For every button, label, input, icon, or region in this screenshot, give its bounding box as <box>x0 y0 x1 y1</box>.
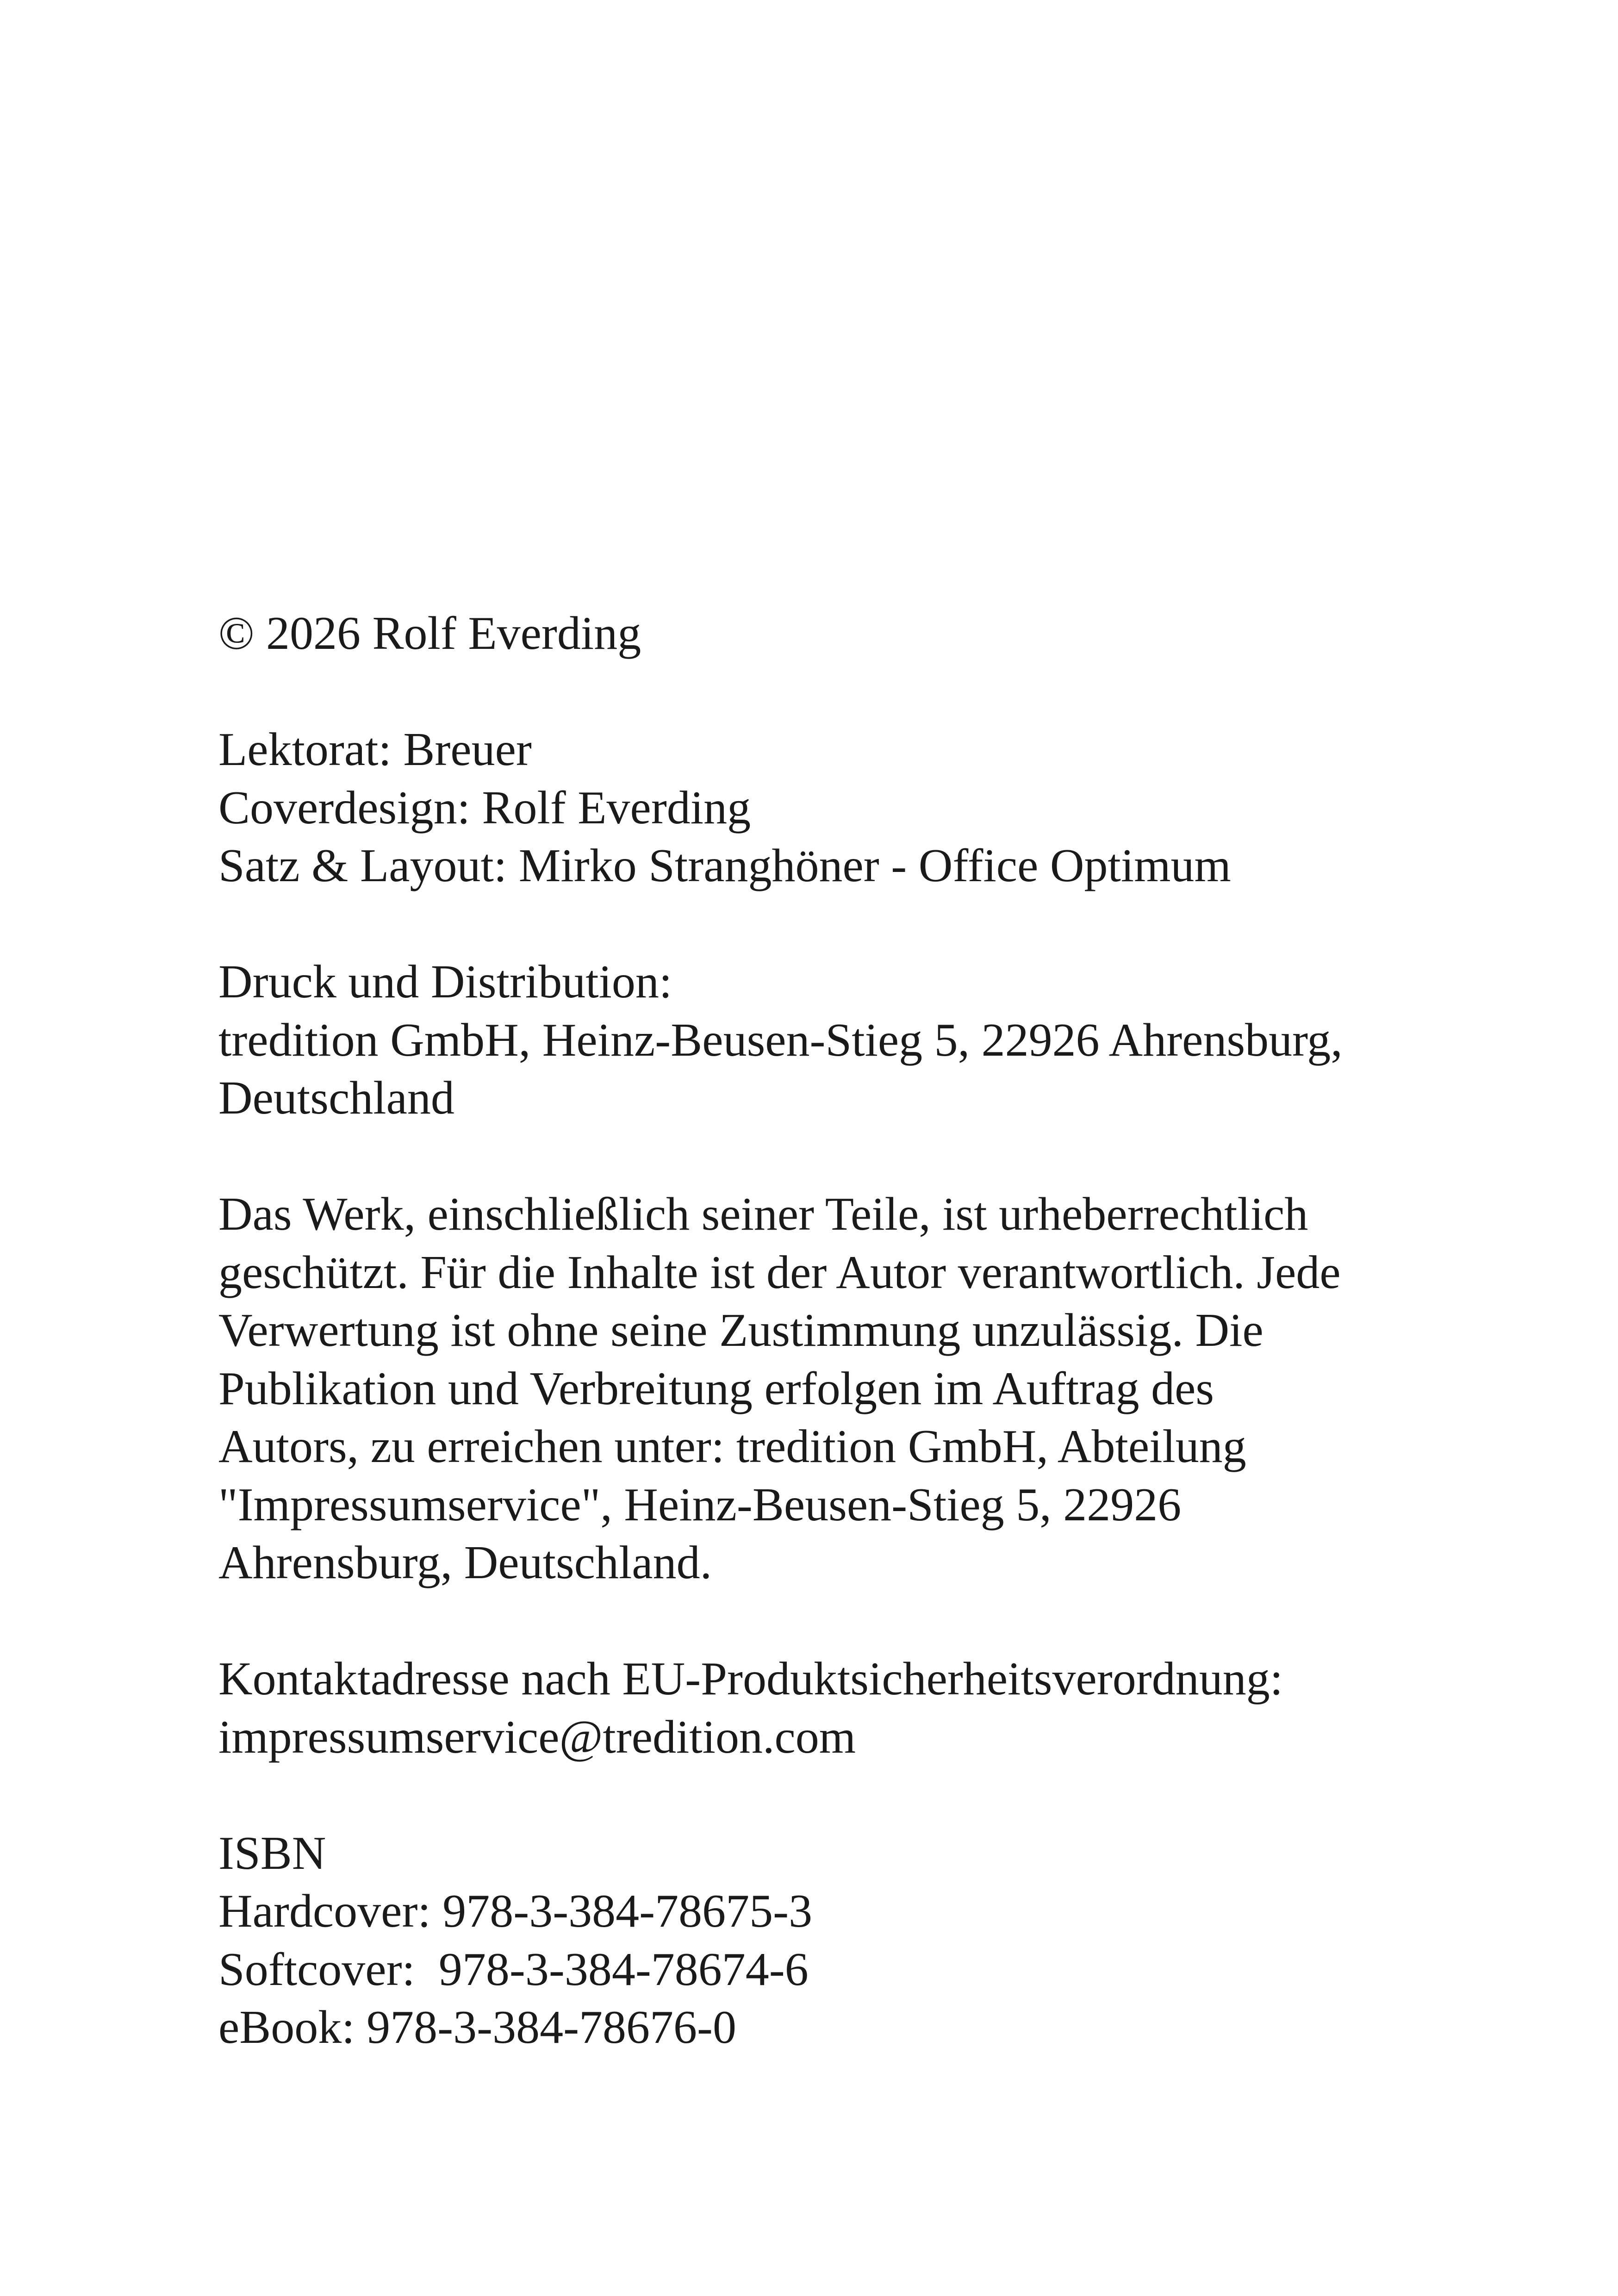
typesetting-credit: Satz & Layout: Mirko Stranghöner - Office Optimum <box>218 840 1231 892</box>
credits-block <box>218 721 1422 895</box>
rights-notice-line: Das Werk, einschließlich seiner Teile, ist urheberrechtlich <box>218 1188 1308 1240</box>
isbn-ebook: eBook: 978-3-384-78676-0 <box>218 2001 737 2053</box>
editing-credit: Lektorat: Breuer <box>218 723 532 776</box>
cover-design-credit: Coverdesign: Rolf Everding <box>218 781 751 834</box>
isbn-block <box>218 1824 1422 2057</box>
contact-email: impressumservice@tredition.com <box>218 1711 856 1763</box>
isbn-softcover: Softcover: 978-3-384-78674-6 <box>218 1943 809 1996</box>
contact-heading: Kontaktadresse nach EU-Produktsicherheitsverordnung: <box>218 1653 1283 1705</box>
distribution-country-line: Deutschland <box>218 1072 454 1124</box>
distribution-heading: Druck und Distribution: <box>218 956 672 1008</box>
imprint-text <box>218 604 1422 2057</box>
rights-notice-line: "Impressumservice", Heinz-Beusen-Stieg 5, 22926 <box>218 1478 1182 1531</box>
rights-notice-line: Verwertung ist ohne seine Zustimmung unzulässig. Die <box>218 1304 1263 1356</box>
distribution-block <box>218 953 1422 1127</box>
isbn-heading: ISBN <box>218 1827 326 1879</box>
contact-block <box>218 1650 1422 1766</box>
rights-notice-line: Autors, zu erreichen unter: tredition GmbH, Abteilung <box>218 1420 1246 1473</box>
rights-notice-line: Ahrensburg, Deutschland. <box>218 1537 712 1589</box>
rights-notice-line: geschützt. Für die Inhalte ist der Autor verantwortlich. Jede <box>218 1246 1341 1299</box>
copyright-block <box>218 604 1422 663</box>
distribution-address-line: tredition GmbH, Heinz-Beusen-Stieg 5, 22926 Ahrensburg, <box>218 1014 1343 1066</box>
isbn-hardcover: Hardcover: 978-3-384-78675-3 <box>218 1885 813 1937</box>
copyright-line: © 2026 Rolf Everding <box>218 607 641 660</box>
rights-notice-block <box>218 1185 1422 1592</box>
rights-notice-line: Publikation und Verbreitung erfolgen im Auftrag des <box>218 1362 1214 1415</box>
